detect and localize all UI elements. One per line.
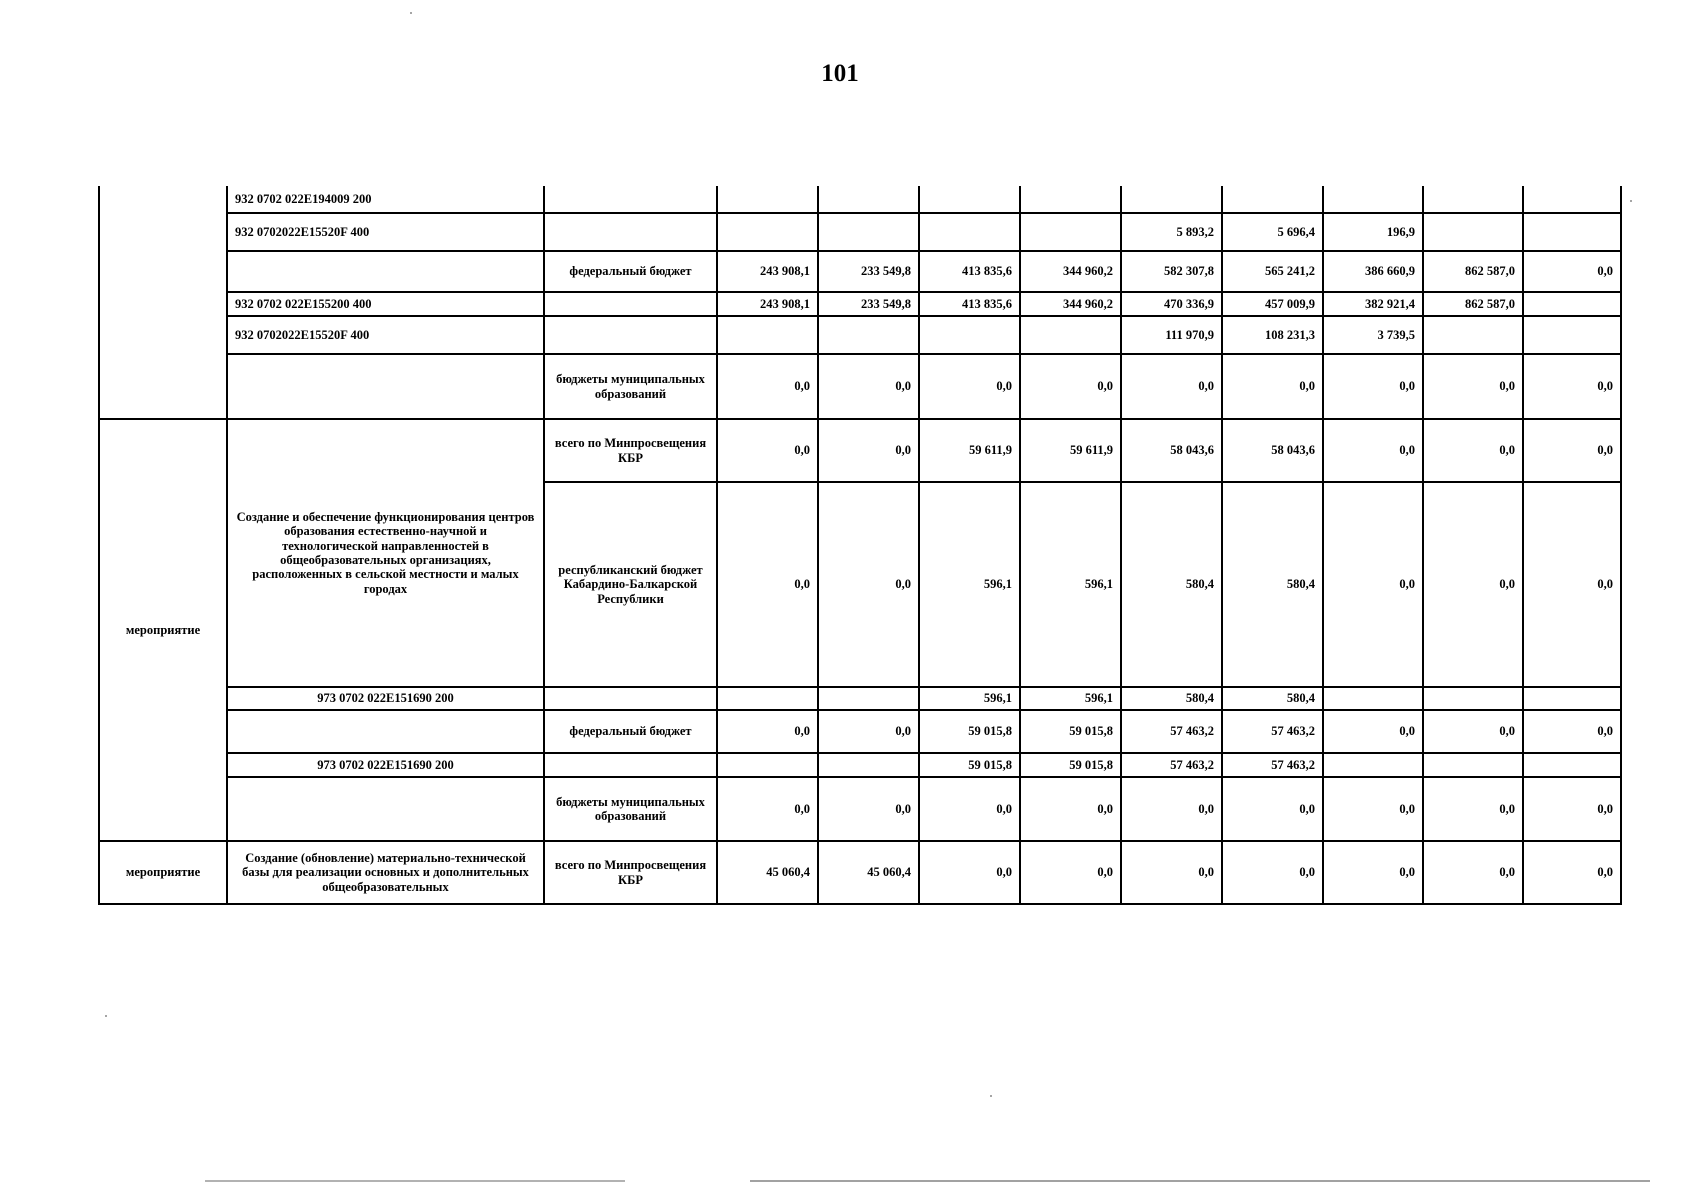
value-cell [717,316,818,354]
value-cell: 565 241,2 [1222,251,1323,292]
value-cell [717,186,818,213]
source-cell: федеральный бюджет [544,710,717,753]
kbk-cell: 932 0702022E15520F 400 [227,316,544,354]
value-cell: 0,0 [1523,710,1621,753]
value-cell: 0,0 [1020,841,1121,904]
row-type-cell [99,186,227,419]
kbk-cell: 932 0702 022E155200 400 [227,292,544,316]
value-cell [1020,316,1121,354]
value-cell: 0,0 [1423,710,1523,753]
value-cell: 59 015,8 [1020,710,1121,753]
scan-artifact-line [750,1180,1650,1182]
table-row [99,710,1621,753]
value-cell [1121,186,1222,213]
value-cell [1323,186,1423,213]
value-cell: 0,0 [1323,777,1423,841]
page-number: 101 [821,60,859,87]
value-cell: 0,0 [1222,777,1323,841]
value-cell: 0,0 [1323,482,1423,687]
table-row [99,841,1621,904]
value-cell: 580,4 [1222,482,1323,687]
value-cell [1423,213,1523,251]
value-cell: 58 043,6 [1121,419,1222,482]
event-description: Создание (обновление) материально-технической базы для реализации основных и дополнительных общеобразовательных [227,841,544,904]
value-cell: 344 960,2 [1020,251,1121,292]
value-cell: 0,0 [818,419,919,482]
value-cell: 0,0 [1423,354,1523,419]
value-cell: 0,0 [1423,482,1523,687]
value-cell [1523,213,1621,251]
value-cell [818,687,919,710]
value-cell: 0,0 [1121,777,1222,841]
value-cell: 196,9 [1323,213,1423,251]
value-cell: 580,4 [1222,687,1323,710]
value-cell [1523,292,1621,316]
value-cell: 0,0 [1323,841,1423,904]
table-row [99,316,1621,354]
value-cell [919,186,1020,213]
value-cell: 0,0 [1423,419,1523,482]
value-cell [1523,753,1621,777]
source-cell: бюджеты муниципальных образований [544,777,717,841]
value-cell: 344 960,2 [1020,292,1121,316]
value-cell [1323,753,1423,777]
value-cell: 0,0 [919,777,1020,841]
value-cell [1423,316,1523,354]
source-cell: всего по Минпросвещения КБР [544,841,717,904]
value-cell: 457 009,9 [1222,292,1323,316]
value-cell [1523,186,1621,213]
value-cell: 59 611,9 [919,419,1020,482]
value-cell: 233 549,8 [818,251,919,292]
value-cell: 413 835,6 [919,292,1020,316]
source-cell: всего по Минпросвещения КБР [544,419,717,482]
value-cell: 45 060,4 [818,841,919,904]
value-cell [818,316,919,354]
budget-table [98,186,1622,905]
kbk-cell [227,777,544,841]
source-cell [544,186,717,213]
value-cell [1423,186,1523,213]
value-cell [818,186,919,213]
kbk-cell: 973 0702 022E151690 200 [227,753,544,777]
value-cell: 470 336,9 [1121,292,1222,316]
value-cell: 0,0 [1523,251,1621,292]
value-cell: 0,0 [1323,419,1423,482]
kbk-cell [227,251,544,292]
source-cell [544,292,717,316]
value-cell: 382 921,4 [1323,292,1423,316]
value-cell: 0,0 [717,777,818,841]
value-cell [1323,687,1423,710]
value-cell [1222,186,1323,213]
value-cell: 57 463,2 [1222,710,1323,753]
value-cell: 0,0 [1423,777,1523,841]
value-cell: 243 908,1 [717,251,818,292]
value-cell [1523,687,1621,710]
kbk-cell: 932 0702 022E194009 200 [227,186,544,213]
value-cell: 0,0 [717,354,818,419]
kbk-cell [227,354,544,419]
value-cell: 0,0 [1523,777,1621,841]
value-cell [818,213,919,251]
value-cell: 0,0 [717,419,818,482]
scan-artifact-line [205,1180,625,1182]
value-cell: 0,0 [1323,710,1423,753]
scan-speck [990,1095,992,1097]
value-cell: 862 587,0 [1423,292,1523,316]
table-row [99,354,1621,419]
table-row [99,213,1621,251]
value-cell: 5 696,4 [1222,213,1323,251]
value-cell: 0,0 [717,482,818,687]
value-cell [818,753,919,777]
source-cell: бюджеты муниципальных образований [544,354,717,419]
value-cell: 0,0 [1523,419,1621,482]
value-cell: 111 970,9 [1121,316,1222,354]
kbk-cell: 932 0702022E15520F 400 [227,213,544,251]
value-cell: 596,1 [1020,482,1121,687]
value-cell: 0,0 [1523,354,1621,419]
source-cell [544,753,717,777]
value-cell: 59 015,8 [919,753,1020,777]
source-cell: федеральный бюджет [544,251,717,292]
value-cell: 57 463,2 [1121,710,1222,753]
value-cell: 386 660,9 [1323,251,1423,292]
value-cell: 59 611,9 [1020,419,1121,482]
source-cell [544,687,717,710]
value-cell [717,687,818,710]
source-cell [544,213,717,251]
value-cell: 0,0 [1323,354,1423,419]
table-row [99,251,1621,292]
value-cell: 0,0 [818,354,919,419]
value-cell: 0,0 [818,482,919,687]
value-cell: 596,1 [1020,687,1121,710]
value-cell: 0,0 [1121,354,1222,419]
table-row [99,419,1621,482]
value-cell: 862 587,0 [1423,251,1523,292]
event-type-cell: мероприятие [99,419,227,841]
value-cell: 0,0 [1523,841,1621,904]
table-row [99,186,1621,213]
value-cell: 0,0 [919,841,1020,904]
kbk-cell: 973 0702 022E151690 200 [227,687,544,710]
value-cell: 59 015,8 [1020,753,1121,777]
value-cell: 580,4 [1121,482,1222,687]
value-cell [717,753,818,777]
value-cell: 59 015,8 [919,710,1020,753]
value-cell: 413 835,6 [919,251,1020,292]
value-cell: 57 463,2 [1222,753,1323,777]
value-cell: 108 231,3 [1222,316,1323,354]
value-cell: 0,0 [1423,841,1523,904]
value-cell: 0,0 [1020,777,1121,841]
event-type-cell: мероприятие [99,841,227,904]
value-cell: 243 908,1 [717,292,818,316]
value-cell: 582 307,8 [1121,251,1222,292]
value-cell [919,213,1020,251]
value-cell: 0,0 [919,354,1020,419]
value-cell: 0,0 [1121,841,1222,904]
budget-table-body [99,186,1621,904]
value-cell: 0,0 [1523,482,1621,687]
value-cell [1020,186,1121,213]
source-cell: республиканский бюджет Кабардино-Балкарской Республики [544,482,717,687]
value-cell: 0,0 [818,710,919,753]
value-cell: 0,0 [717,710,818,753]
value-cell: 596,1 [919,482,1020,687]
value-cell [1423,753,1523,777]
value-cell: 57 463,2 [1121,753,1222,777]
value-cell [1423,687,1523,710]
scan-speck [105,1015,107,1017]
kbk-cell [227,710,544,753]
value-cell: 3 739,5 [1323,316,1423,354]
table-row [99,753,1621,777]
value-cell [717,213,818,251]
value-cell: 0,0 [1020,354,1121,419]
table-row [99,292,1621,316]
value-cell: 0,0 [1222,354,1323,419]
value-cell [919,316,1020,354]
value-cell [1523,316,1621,354]
value-cell: 58 043,6 [1222,419,1323,482]
value-cell: 5 893,2 [1121,213,1222,251]
value-cell: 233 549,8 [818,292,919,316]
value-cell [1020,213,1121,251]
value-cell: 0,0 [1222,841,1323,904]
event-description: Создание и обеспечение функционирования центров образования естественно-научной и технологической направленностей в общеобразовательных организациях, расположенных в сельской местности и малых городах [227,419,544,687]
value-cell: 580,4 [1121,687,1222,710]
value-cell: 45 060,4 [717,841,818,904]
table-row [99,777,1621,841]
source-cell [544,316,717,354]
table-row [99,687,1621,710]
scan-speck [410,12,412,14]
value-cell: 596,1 [919,687,1020,710]
value-cell: 0,0 [818,777,919,841]
scan-speck [1630,200,1632,202]
